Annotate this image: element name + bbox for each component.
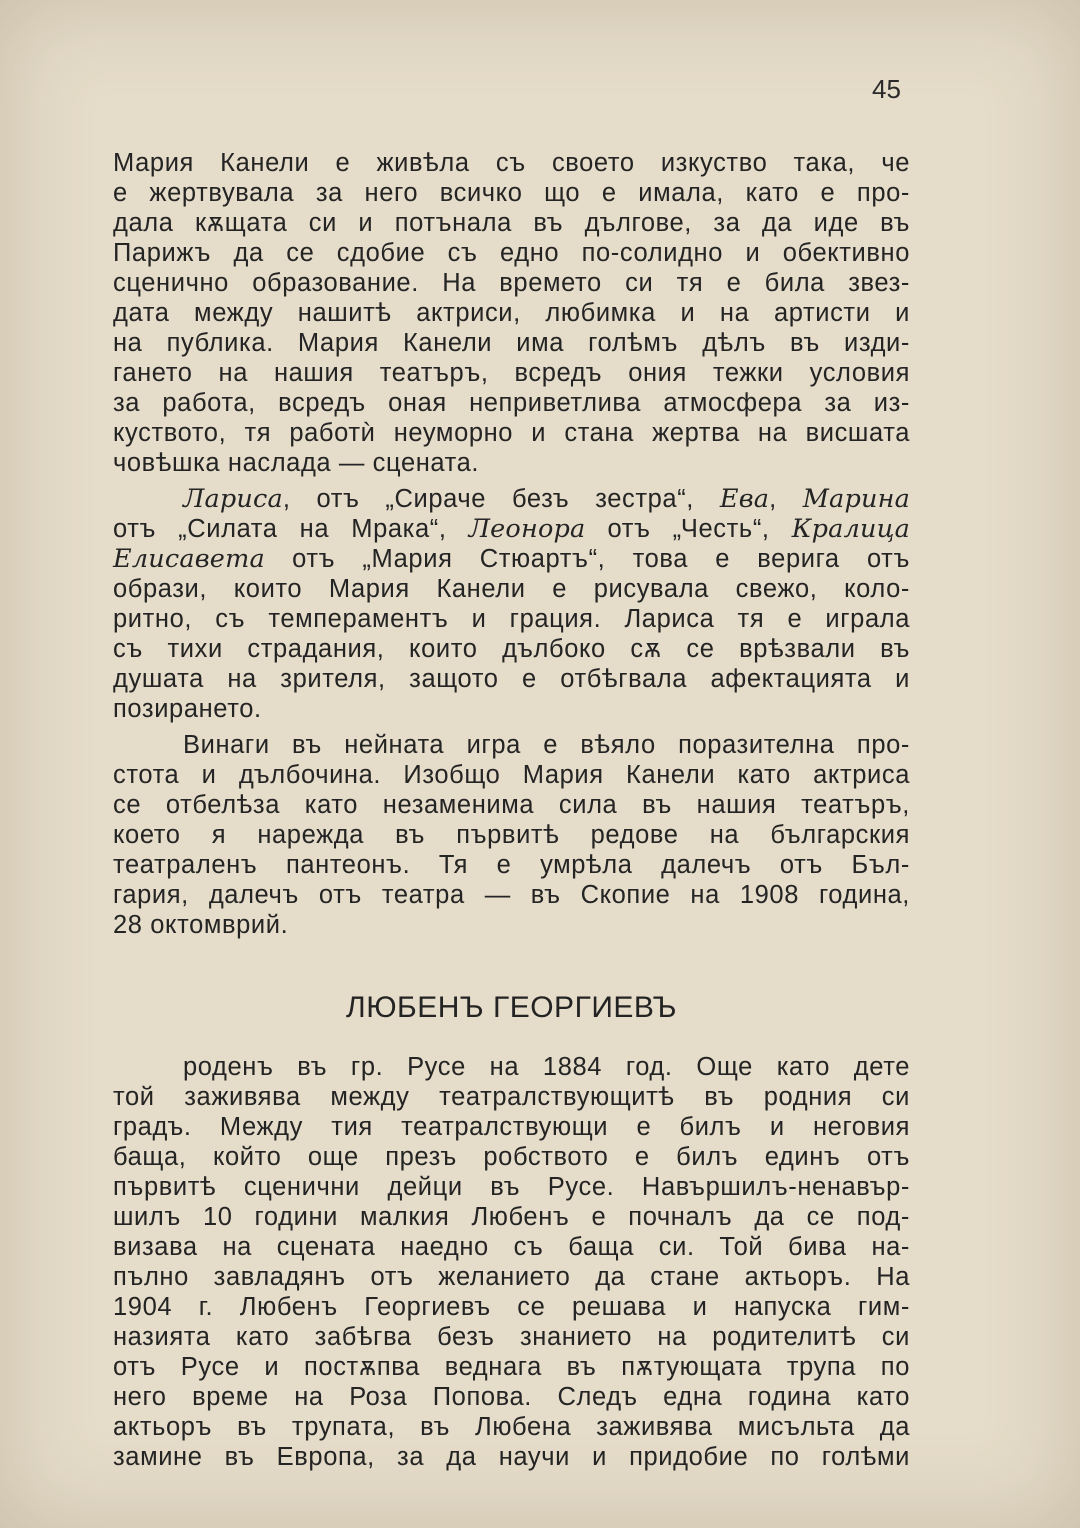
text-line: душата на зрителя, защото е отбѣгвала афектацията и: [113, 665, 910, 693]
text-line: образи, които Мария Канели е рисувала свежо, коло-: [113, 575, 910, 603]
role-name: Кралица: [791, 514, 911, 544]
text-line: позирането.: [113, 695, 262, 723]
text-line: пълно завладянъ отъ желанието да стане актьоръ. На: [113, 1263, 910, 1291]
paragraph-maria-kaneli-legacy: [113, 730, 910, 940]
text-line: назията като забѣгва безъ знанието на родителитѣ си: [113, 1323, 910, 1351]
text-line: съ тихи страдания, които дълбоко сѫ се врѣзвали въ: [113, 635, 910, 663]
text-line: [113, 544, 910, 574]
text-line: визава на сцената наедно съ баща си. Той бива на-: [113, 1233, 910, 1261]
paragraph-lyuben-georgiev-bio: [113, 1052, 910, 1472]
text-line: се отбелѣза като незаменима сила въ нашия театъръ,: [113, 791, 910, 819]
text-line: градъ. Между тия театралствующи е билъ и неговия: [113, 1113, 910, 1141]
text-line: 28 октомврий.: [113, 911, 289, 939]
page-number: 45: [872, 74, 901, 104]
role-name: Ева: [719, 484, 770, 514]
text-line: 1904 г. Любенъ Георгиевъ се решава и напуска гим-: [113, 1293, 910, 1321]
role-name: Марина: [802, 484, 910, 514]
text-line: което я нарежда въ първитѣ редове на българския: [113, 821, 910, 849]
text-fragment: , отъ „Сираче безъ зестра“,: [282, 485, 694, 513]
text-line: първитѣ сценични дейци въ Русе. Навършилъ-ненавър-: [113, 1173, 910, 1201]
text-line: театраленъ пантеонъ. Тя е умрѣла далечъ отъ Бъл-: [113, 851, 910, 879]
text-fragment: отъ „Мария Стюартъ“, това е верига отъ: [292, 545, 910, 573]
role-name: Елисавета: [113, 544, 265, 574]
text-line: сценично образование. На времето си тя е била звез-: [113, 269, 910, 297]
text-line: на публика. Мария Канели има голѣмъ дѣлъ въ изди-: [113, 329, 910, 357]
text-fragment: отъ „Честь“,: [607, 515, 770, 543]
text-line: гария, далечъ отъ театра — въ Скопие на 1908 година,: [113, 881, 910, 909]
text-line: Мария Канели е живѣла съ своето изкуство така, че: [113, 149, 910, 177]
text-line: замине въ Европа, за да научи и придобие по голѣми: [113, 1443, 910, 1471]
section-heading-lyuben-georgiev: ЛЮБЕНЪ ГЕОРГИЕВЪ: [346, 991, 677, 1024]
text-line: [113, 484, 910, 514]
text-line: за работа, всредъ оная неприветлива атмосфера за из-: [113, 389, 910, 417]
text-line: ритно, съ темпераментъ и грация. Лариса тя е играла: [113, 605, 910, 633]
role-name: Леонора: [468, 514, 586, 544]
text-line: гането на нашия театъръ, всредъ ония тежки условия: [113, 359, 910, 387]
paragraph-maria-kaneli-roles: [113, 484, 910, 724]
text-line: дата между нашитѣ актриси, любимка и на артисти и: [113, 299, 910, 327]
text-line: шилъ 10 години малкия Любенъ е почналъ да се под-: [113, 1203, 910, 1231]
text-fragment: ,: [769, 485, 777, 513]
text-line: баща, който още презъ робството е билъ единъ отъ: [113, 1143, 910, 1171]
text-line: куството, тя работѝ неуморно и стана жертва на висшата: [113, 419, 910, 447]
text-line: той заживява между театралствующитѣ въ родния си: [113, 1083, 910, 1111]
text-line: дала кѫщата си и потънала въ дългове, за да иде въ: [113, 209, 910, 237]
text-line: Парижъ да се сдобие съ едно по-солидно и обективно: [113, 239, 910, 267]
paragraph-maria-kaneli-intro: [113, 148, 910, 478]
text-line: стота и дълбочина. Изобщо Мария Канели като актриса: [113, 761, 910, 789]
role-name: Лариса: [183, 484, 283, 514]
text-line: Винаги въ нейната игра е вѣяло поразителна про-: [183, 731, 910, 759]
text-line: човѣшка наслада — сцената.: [113, 449, 480, 477]
text-line: актьоръ въ трупата, въ Любена заживява мисъльта да: [113, 1413, 910, 1441]
text-line: е жертвувала за него всичко що е имала, като е про-: [113, 179, 910, 207]
text-line: [113, 514, 910, 544]
text-line: отъ Русе и постѫпва веднага въ пѫтующата трупа по: [113, 1353, 910, 1381]
text-line: него време на Роза Попова. Следъ една година като: [113, 1383, 910, 1411]
text-fragment: отъ „Силата на Мрака“,: [113, 515, 447, 543]
text-line: роденъ въ гр. Русе на 1884 год. Още като дете: [183, 1053, 910, 1081]
